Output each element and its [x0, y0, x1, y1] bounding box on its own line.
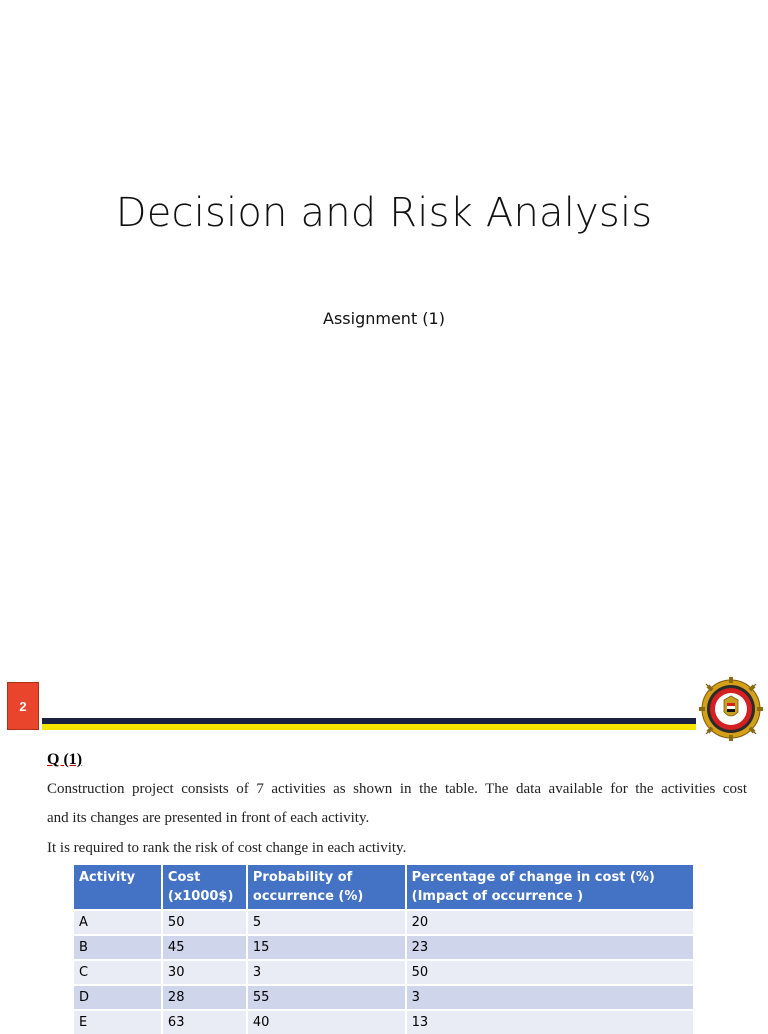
question-text-line-3: It is required to rank the risk of cost change in each activity.	[47, 840, 407, 856]
table-row	[74, 985, 694, 1010]
cell-activity: D	[74, 985, 162, 1010]
cell-cost: 28	[162, 985, 247, 1010]
header-cost-line2: (x1000$)	[167, 889, 234, 904]
table-header-row	[74, 865, 694, 910]
activity-cost-table	[74, 865, 695, 1034]
header-probability-line1: Probability of	[252, 870, 353, 885]
university-seal-icon	[698, 676, 764, 742]
cell-cost: 63	[162, 1010, 247, 1034]
content-slide	[0, 650, 768, 1030]
header-probability-line2: occurrence (%)	[252, 889, 364, 904]
cell-impact: 13	[406, 1010, 694, 1034]
cell-cost: 30	[162, 960, 247, 985]
header-activity-line1: Activity	[79, 870, 136, 885]
header-probability	[247, 865, 406, 910]
cell-activity: E	[74, 1010, 162, 1034]
cell-impact: 20	[406, 910, 694, 935]
cell-cost: 50	[162, 910, 247, 935]
question-text-line-2: and its changes are presented in front of each activity.	[47, 810, 370, 826]
cell-probability: 5	[247, 910, 406, 935]
header-impact	[406, 865, 694, 910]
header-activity	[74, 865, 162, 910]
cell-activity: A	[74, 910, 162, 935]
cell-impact: 3	[406, 985, 694, 1010]
slide-title: Decision and Risk Analysis	[115, 190, 653, 236]
cell-cost: 45	[162, 935, 247, 960]
slide-subtitle: Assignment (1)	[323, 309, 445, 328]
table-row	[74, 1010, 694, 1034]
cell-activity: B	[74, 935, 162, 960]
header-rule-yellow	[42, 724, 696, 730]
table-row	[74, 960, 694, 985]
cell-probability: 15	[247, 935, 406, 960]
page-number-badge: 2	[7, 682, 39, 730]
cell-probability: 40	[247, 1010, 406, 1034]
table-row	[74, 910, 694, 935]
header-impact-line2: (Impact of occurrence )	[411, 889, 584, 904]
header-impact-line1: Percentage of change in cost (%)	[411, 870, 655, 885]
cell-activity: C	[74, 960, 162, 985]
cell-impact: 23	[406, 935, 694, 960]
cell-probability: 55	[247, 985, 406, 1010]
cell-impact: 50	[406, 960, 694, 985]
question-text-line-1: Construction project consists of 7 activities as shown in the table. The data available for the activities cost	[47, 781, 747, 797]
header-cost-line1: Cost	[167, 870, 201, 885]
cell-probability: 3	[247, 960, 406, 985]
table-row	[74, 935, 694, 960]
question-heading: Q (1)	[47, 751, 83, 768]
header-cost	[162, 865, 247, 910]
